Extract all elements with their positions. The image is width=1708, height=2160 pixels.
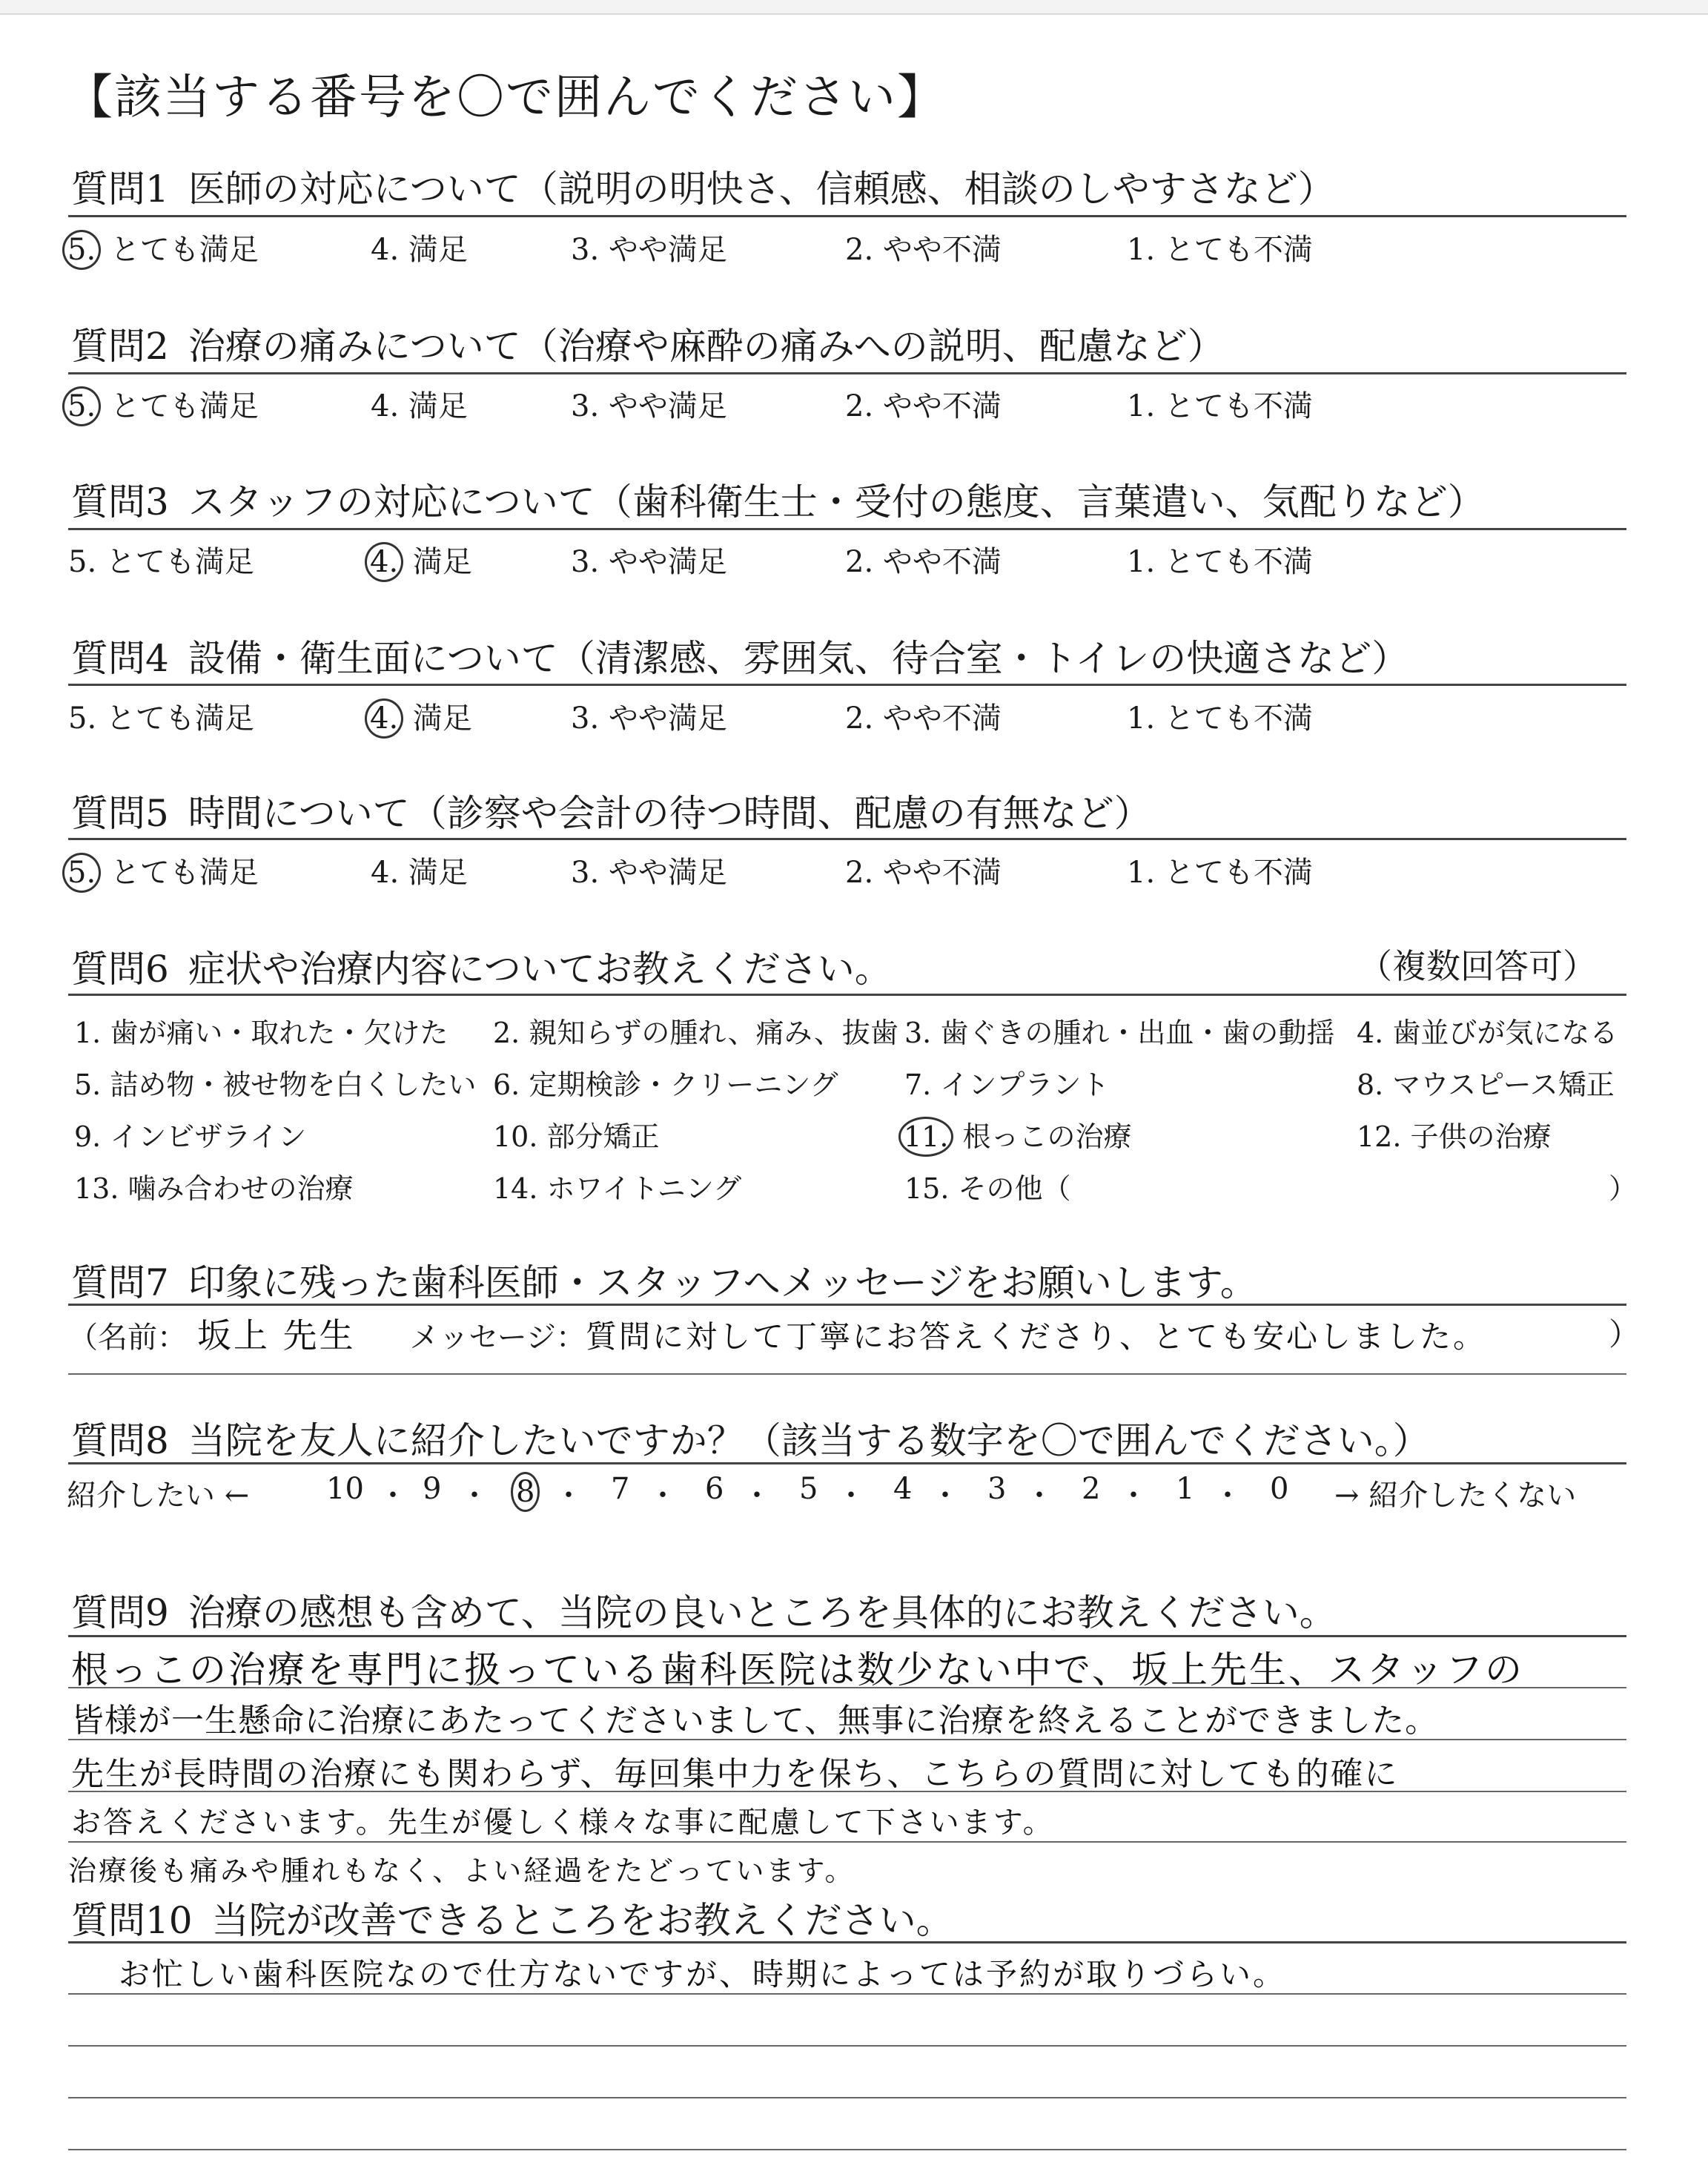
symptom-option[interactable]: 7. インプラント bbox=[904, 1069, 1110, 1101]
rating-option-5[interactable]: 5. とても満足 bbox=[68, 545, 254, 579]
rule bbox=[68, 2097, 1626, 2098]
rule bbox=[68, 372, 1626, 374]
scale-value-7[interactable]: 7 bbox=[611, 1472, 630, 1506]
answer-line: お忙しい歯科医院なので仕方ないですが、時期によっては予約が取りづらい。 bbox=[119, 1956, 1287, 1992]
rating-option-2[interactable]: 2. やや不満 bbox=[845, 389, 1002, 423]
scale-separator: ・ bbox=[742, 1479, 772, 1513]
symptom-option[interactable]: 12. 子供の治療 bbox=[1357, 1120, 1552, 1153]
rating-option-1[interactable]: 1. とても不満 bbox=[1127, 545, 1313, 579]
scale-value-4[interactable]: 4 bbox=[893, 1472, 913, 1506]
rule bbox=[68, 528, 1626, 530]
rating-options-q2 bbox=[0, 383, 1708, 427]
rating-option-4[interactable]: 4. 満足 bbox=[371, 233, 468, 267]
scale-value-8[interactable]: 8 bbox=[511, 1472, 540, 1512]
question-number: 質問10 bbox=[71, 1899, 193, 1942]
scale-right-label: → 紹介したくない bbox=[1334, 1479, 1577, 1513]
question-number: 質問7 bbox=[71, 1261, 169, 1304]
rating-option-4[interactable]: 4. 満足 bbox=[371, 389, 468, 423]
rule bbox=[68, 1993, 1626, 1995]
symptom-option[interactable] bbox=[904, 1114, 1132, 1157]
close-paren: ） bbox=[1609, 1316, 1641, 1353]
question-number: 質問3 bbox=[71, 480, 169, 524]
selected-circle: 11. bbox=[898, 1117, 953, 1157]
scale-separator: ・ bbox=[460, 1479, 489, 1513]
rating-option-1[interactable]: 1. とても不満 bbox=[1127, 389, 1313, 423]
symptom-option[interactable]: 5. 詰め物・被せ物を白くしたい bbox=[74, 1069, 477, 1101]
question-number: 質問9 bbox=[71, 1591, 169, 1634]
rating-option-5[interactable] bbox=[68, 383, 259, 426]
selected-circle: 4. bbox=[365, 698, 403, 739]
symptom-option[interactable]: 6. 定期検診・クリーニング bbox=[493, 1069, 838, 1101]
selected-circle: 4. bbox=[365, 542, 403, 582]
scale-value-10[interactable]: 10 bbox=[326, 1472, 364, 1506]
rating-option-1[interactable]: 1. とても不満 bbox=[1127, 701, 1313, 736]
rule bbox=[68, 2045, 1626, 2047]
scale-separator: ・ bbox=[836, 1479, 866, 1513]
rating-option-1[interactable]: 1. とても不満 bbox=[1127, 856, 1313, 890]
rating-option-4[interactable] bbox=[371, 695, 472, 739]
question-10 bbox=[71, 1891, 953, 1944]
scale-value-3[interactable]: 3 bbox=[987, 1472, 1007, 1506]
option-label: 根っこの治療 bbox=[953, 1120, 1132, 1153]
symptom-option[interactable]: 4. 歯並びが気になる bbox=[1357, 1017, 1618, 1049]
rating-option-5[interactable] bbox=[68, 849, 259, 893]
symptom-option[interactable]: 8. マウスピース矯正 bbox=[1357, 1069, 1615, 1101]
scale-separator: ・ bbox=[554, 1479, 583, 1513]
rule bbox=[68, 1739, 1626, 1740]
symptom-option[interactable]: 1. 歯が痛い・取れた・欠けた bbox=[74, 1017, 448, 1049]
answer-line: 皆様が一生懸命に治療にあたってくださいまして、無事に治療を終えることができました。 bbox=[71, 1702, 1439, 1740]
option-label: 満足 bbox=[403, 545, 472, 579]
question-7 bbox=[71, 1253, 1257, 1307]
question-number: 質問2 bbox=[71, 325, 169, 368]
option-label: とても満足 bbox=[101, 389, 259, 423]
symptom-option[interactable]: 15. その他（ bbox=[904, 1172, 1071, 1205]
question-3 bbox=[71, 472, 1485, 526]
rating-option-4[interactable] bbox=[371, 538, 472, 582]
question-8 bbox=[71, 1411, 1430, 1464]
question-text: 医師の対応について（説明の明快さ、信頼感、相談のしやすさなど） bbox=[188, 168, 1335, 211]
rating-options-q4 bbox=[0, 695, 1708, 739]
rating-options-q1 bbox=[0, 226, 1708, 271]
rule bbox=[68, 838, 1626, 840]
rating-options-q3 bbox=[0, 538, 1708, 583]
question-2 bbox=[71, 317, 1225, 370]
rating-option-2[interactable]: 2. やや不満 bbox=[845, 856, 1002, 890]
question-text: 設備・衛生面について（清潔感、雰囲気、待合室・トイレの快適さなど） bbox=[188, 637, 1409, 680]
symptom-option: ） bbox=[1609, 1172, 1638, 1205]
question-number: 質問5 bbox=[71, 792, 169, 835]
question-number: 質問6 bbox=[71, 948, 169, 991]
scale-value-6[interactable]: 6 bbox=[705, 1472, 724, 1506]
rating-option-4[interactable]: 4. 満足 bbox=[371, 856, 468, 890]
rating-option-3[interactable]: 3. やや満足 bbox=[571, 389, 727, 423]
rating-option-2[interactable]: 2. やや不満 bbox=[845, 545, 1002, 579]
rule bbox=[68, 1304, 1626, 1306]
rating-option-2[interactable]: 2. やや不満 bbox=[845, 701, 1002, 736]
answer-line: 治療後も痛みや腫れもなく、よい経過をたどっています。 bbox=[68, 1855, 855, 1887]
scale-separator: ・ bbox=[1119, 1479, 1148, 1513]
question-number: 質問1 bbox=[71, 168, 169, 211]
rule bbox=[68, 1373, 1626, 1375]
symptom-option[interactable]: 13. 噛み合わせの治療 bbox=[74, 1172, 354, 1205]
question-1 bbox=[71, 159, 1335, 213]
option-label: とても満足 bbox=[101, 856, 259, 890]
scale-value-5[interactable]: 5 bbox=[799, 1472, 818, 1506]
rule bbox=[68, 1635, 1626, 1637]
question-4 bbox=[71, 629, 1409, 682]
question-text: 当院を友人に紹介したいですか？（該当する数字を〇で囲んでください。） bbox=[188, 1419, 1430, 1462]
question-text: 治療の感想も含めて、当院の良いところを具体的にお教えください。 bbox=[188, 1591, 1337, 1634]
message-label: メッセージ： bbox=[409, 1321, 586, 1355]
symptom-option[interactable]: 14. ホワイトニング bbox=[493, 1172, 742, 1205]
rule bbox=[68, 1462, 1626, 1464]
rating-option-1[interactable]: 1. とても不満 bbox=[1127, 233, 1313, 267]
question-text: 時間について（診察や会計の待つ時間、配慮の有無など） bbox=[188, 792, 1151, 835]
rule bbox=[68, 1941, 1626, 1943]
form-title: 【該当する番号を〇で囲んでください】 bbox=[65, 70, 946, 125]
rating-option-3[interactable]: 3. やや満足 bbox=[571, 701, 727, 736]
name-value: 坂上 先生 bbox=[197, 1315, 356, 1355]
question-text: 治療の痛みについて（治療や麻酔の痛みへの説明、配慮など） bbox=[188, 325, 1225, 368]
selected-circle: 5. bbox=[62, 853, 101, 893]
scale-separator: ・ bbox=[648, 1479, 678, 1513]
rating-option-3[interactable]: 3. やや満足 bbox=[571, 545, 727, 579]
option-label: 満足 bbox=[403, 701, 472, 736]
question-number: 質問8 bbox=[71, 1419, 169, 1462]
scale-value-0[interactable]: 0 bbox=[1270, 1472, 1289, 1506]
symptom-option[interactable]: 10. 部分矯正 bbox=[493, 1120, 660, 1153]
question-text: 当院が改善できるところをお教えください。 bbox=[211, 1899, 953, 1942]
scale-separator: ・ bbox=[1025, 1479, 1054, 1513]
symptom-option[interactable]: 9. インビザライン bbox=[74, 1120, 307, 1153]
question-text: スタッフの対応について（歯科衛生士・受付の態度、言葉遣い、気配りなど） bbox=[188, 480, 1485, 524]
question-5 bbox=[71, 784, 1151, 837]
option-label: とても満足 bbox=[101, 233, 259, 267]
scale-separator: ・ bbox=[378, 1479, 408, 1513]
multiple-answer-note: （複数回答可） bbox=[1358, 946, 1597, 986]
selected-circle: 5. bbox=[62, 230, 101, 270]
scale-left-label: 紹介したい ← bbox=[67, 1479, 250, 1513]
name-label: （名前： bbox=[68, 1321, 187, 1355]
message-row bbox=[68, 1309, 1486, 1358]
answer-line: 根っこの治療を専門に扱っている歯科医院は数少ない中で、坂上先生、スタッフの bbox=[71, 1648, 1524, 1691]
rating-option-3[interactable]: 3. やや満足 bbox=[571, 233, 727, 267]
rule bbox=[68, 684, 1626, 686]
question-text: 印象に残った歯科医師・スタッフへメッセージをお願いします。 bbox=[188, 1261, 1257, 1304]
scale-value-1[interactable]: 1 bbox=[1176, 1472, 1195, 1506]
answer-line: 先生が長時間の治療にも関わらず、毎回集中力を保ち、こちらの質問に対しても的確に bbox=[71, 1755, 1399, 1793]
page-edge bbox=[0, 0, 1708, 15]
rating-option-5[interactable]: 5. とても満足 bbox=[68, 701, 254, 736]
rule bbox=[68, 2149, 1626, 2150]
rule bbox=[68, 1841, 1626, 1843]
question-text: 症状や治療内容についてお教えください。 bbox=[188, 948, 892, 991]
selected-circle: 5. bbox=[62, 386, 101, 426]
rating-option-2[interactable]: 2. やや不満 bbox=[845, 233, 1002, 267]
rule bbox=[68, 1791, 1626, 1792]
symptom-option[interactable]: 2. 親知らずの腫れ、痛み、抜歯 bbox=[493, 1017, 898, 1049]
symptom-option[interactable]: 3. 歯ぐきの腫れ・出血・歯の動揺 bbox=[904, 1017, 1335, 1049]
rule bbox=[68, 994, 1626, 996]
rating-options-q5 bbox=[0, 849, 1708, 894]
scale-separator: ・ bbox=[1213, 1479, 1242, 1513]
rating-option-5[interactable] bbox=[68, 226, 259, 270]
scale-separator: ・ bbox=[930, 1479, 960, 1513]
rule bbox=[68, 1687, 1626, 1688]
question-9 bbox=[71, 1583, 1337, 1636]
message-value: 質問に対して丁寧にお答えくださり、とても安心しました。 bbox=[585, 1318, 1486, 1355]
question-number: 質問4 bbox=[71, 637, 169, 680]
answer-line: お答えくださいます。先生が優しく様々な事に配慮して下さいます。 bbox=[71, 1806, 1055, 1840]
question-6 bbox=[71, 939, 892, 993]
scale-value-9[interactable]: 9 bbox=[423, 1472, 442, 1506]
rating-option-3[interactable]: 3. やや満足 bbox=[571, 856, 727, 890]
scale-value-2[interactable]: 2 bbox=[1082, 1472, 1101, 1506]
rule bbox=[68, 215, 1626, 217]
